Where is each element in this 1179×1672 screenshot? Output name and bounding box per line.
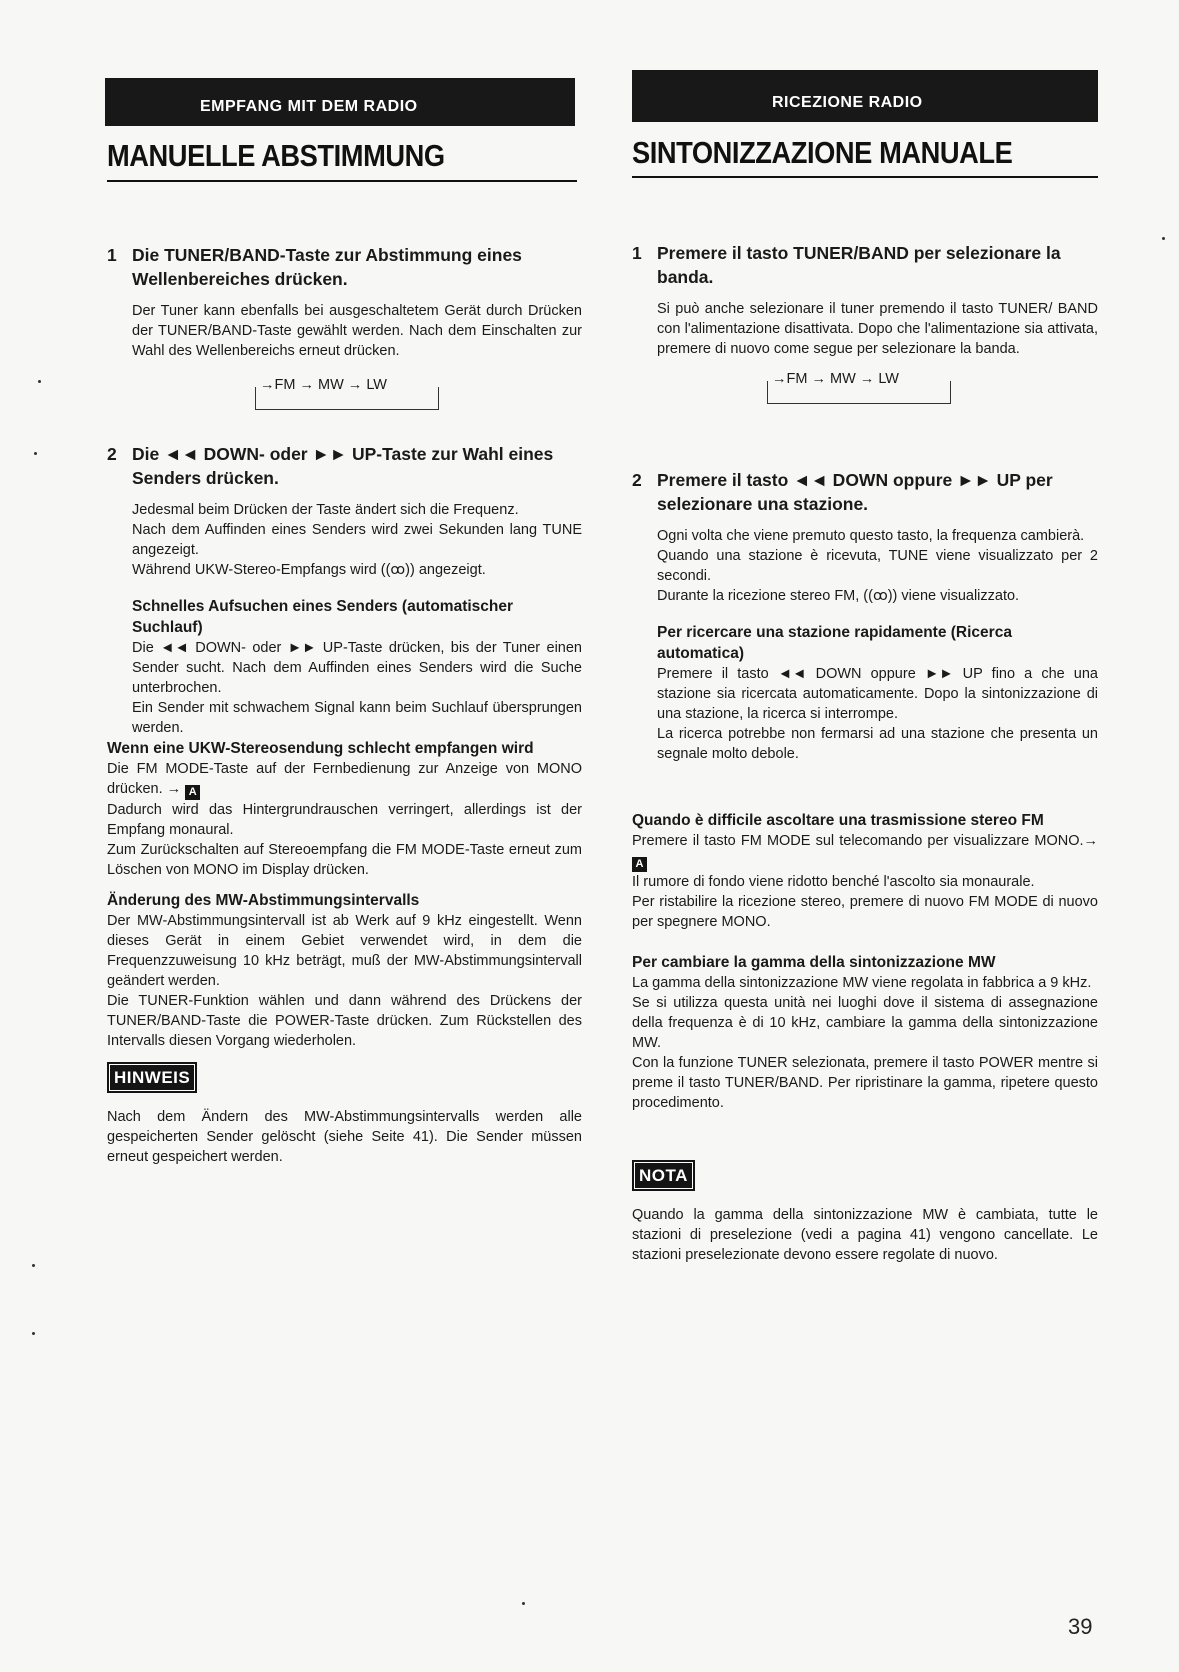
step-heading: Die TUNER/BAND-Taste zur Abstimmung eines Wellenbereiches drücken. [132,245,522,289]
page-number: 39 [1068,1614,1093,1639]
note-section [107,1062,582,1167]
scan-speck [32,1264,35,1267]
step-2 [107,442,582,738]
band-cycle-text: →FM → MW → LW [260,377,387,393]
title-underline [107,180,577,182]
body-line: Zum Zurückschalten auf Stereoempfang die FM MODE-Taste erneut zum Löschen von MONO im Display drücken. [107,842,582,878]
body-line: Der MW-Abstimmungsintervall ist ab Werk auf 9 kHz eingestellt. Wenn dieses Gerät in einem Gebiet verwendet wird, in dem die Frequenzzuweisung 10 kHz beträgt, muß der MW-Abstimmungsintervall geändert werden. [107,913,582,989]
figure-a-box: A [632,857,647,872]
page-title: MANUELLE ABSTIMMUNG [107,138,445,173]
body-line: Jedesmal beim Drücken der Taste ändert sich die Frequenz. [132,502,519,518]
auto-search-body [657,664,1098,764]
note-body: Nach dem Ändern des MW-Abstimmungsintervalls werden alle gespeicherten Sender gelöscht (siehe Seite 41). Die Sender müssen erneut gespeichert werden. [107,1109,582,1165]
scan-speck [34,452,37,455]
step-body [132,500,582,580]
subheading-auto-search: Schnelles Aufsuchen eines Senders (automatischer Suchlauf) [132,598,514,636]
stereo-section [107,738,582,880]
stereo-heading: Quando è difficile ascoltare una trasmissione stereo FM [632,812,1044,829]
body-line: Durante la ricezione stereo FM, ((ꝏ)) viene visualizzato. [657,588,1020,604]
body-line: Per ristabilire la ricezione stereo, premere di nuovo FM MODE di nuovo per spegnere MONO. [632,894,1098,930]
body-line: Premere il tasto ◄◄ DOWN oppure ►► UP fino a che una stazione sia ricercata automaticamente. Dopo la sintonizzazione di una stazione, la ricerca si interrompe. [657,666,1098,722]
body-line: Während UKW-Stereo-Empfangs wird ((ꝏ)) angezeigt. [132,562,486,578]
stereo-body [632,831,1098,932]
step-number: 2 [632,470,642,490]
body-line: Die ◄◄ DOWN- oder ►► UP-Taste drücken, bis der Tuner einen Sender sucht. Nach dem Auffinden eines Senders wird die Suche unterbrochen. [132,640,582,696]
scan-speck [522,1602,525,1605]
band-cycle-diagram [132,377,582,423]
body-line: Ogni volta che viene premuto questo tasto, la frequenza cambierà. [657,528,1085,544]
interval-heading: Per cambiare la gamma della sintonizzazione MW [632,954,996,971]
step-number: 1 [632,243,642,263]
step-body: Si può anche selezionare il tuner premendo il tasto TUNER/ BAND con l'alimentazione disattivata. Dopo che l'alimentazione sia attivata, premere di nuovo come segue per selezionare la banda. [657,301,1098,357]
interval-section [632,952,1098,1113]
body-line: Nach dem Auffinden eines Senders wird zwei Sekunden lang TUNE angezeigt. [132,522,582,558]
banner-label: RICEZIONE RADIO [772,94,923,111]
step-2 [632,468,1098,764]
step-heading: Premere il tasto ◄◄ DOWN oppure ►► UP per selezionare una stazione. [657,470,1053,514]
body-line: Die TUNER-Funktion wählen und dann während des Drückens der TUNER/BAND-Taste die POWER-Taste drücken. Zum Rückstellen des Intervalls diesen Vorgang wiederholen. [107,993,582,1049]
scan-speck [32,1332,35,1335]
note-label: HINWEIS [107,1062,197,1093]
step-1 [107,243,582,423]
body-line: Con la funzione TUNER selezionata, premere il tasto POWER mentre si preme il tasto TUNER/BAND. Per ripristinare la gamma, ripetere questo procedimento. [632,1055,1098,1111]
auto-search-body [132,638,582,738]
note-label: NOTA [632,1160,695,1191]
body-line: Die FM MODE-Taste auf der Fernbedienung zur Anzeige von MONO drücken. → [107,761,582,797]
step-body [657,526,1098,606]
scan-speck [38,380,41,383]
stereo-section [632,810,1098,932]
body-line: Se si utilizza questa unità nei luoghi dove il sistema di assegnazione della frequenza è di 10 kHz, cambiare la gamma della sintonizzazione MW. [632,995,1098,1051]
body-line: Premere il tasto FM MODE sul telecomando per visualizzare MONO.→ [632,833,1098,849]
interval-body [107,911,582,1051]
note-section [632,1160,1098,1265]
scan-speck [1162,237,1165,240]
note-body: Quando la gamma della sintonizzazione MW è cambiata, tutte le stazioni di preselezione (vedi a pagina 41) vengono cancellate. Le stazioni preselezionate devono essere regolate di nuovo. [632,1207,1098,1263]
band-cycle-text: →FM → MW → LW [772,371,899,387]
body-line: La ricerca potrebbe non fermarsi ad una stazione che presenta un segnale molto debole. [657,726,1098,762]
step-heading: Die ◄◄ DOWN- oder ►► UP-Taste zur Wahl eines Senders drücken. [132,444,554,488]
page-title: SINTONIZZAZIONE MANUALE [632,135,1013,170]
subheading-auto-search: Per ricercare una stazione rapidamente (Ricerca automatica) [657,624,1012,662]
step-heading: Premere il tasto TUNER/BAND per selezionare la banda. [657,243,1061,287]
step-1 [632,241,1098,417]
body-line: Il rumore di fondo viene ridotto benché l'ascolto sia monaurale. [632,874,1035,890]
section-banner [632,70,1098,122]
step-number: 1 [107,245,117,265]
title-underline [632,176,1098,178]
interval-section [107,890,582,1051]
figure-a-box: A [185,785,200,800]
step-number: 2 [107,444,117,464]
body-line: Quando una stazione è ricevuta, TUNE viene visualizzato per 2 secondi. [657,548,1098,584]
stereo-body [107,759,582,880]
body-line: Dadurch wird das Hintergrundrauschen verringert, allerdings ist der Empfang monaural. [107,802,582,838]
body-line: Ein Sender mit schwachem Signal kann beim Suchlauf übersprungen werden. [132,700,582,736]
stereo-heading: Wenn eine UKW-Stereosendung schlecht empfangen wird [107,740,534,757]
band-cycle-diagram [657,371,1098,417]
section-banner [105,78,575,126]
step-body: Der Tuner kann ebenfalls bei ausgeschaltetem Gerät durch Drücken der TUNER/BAND-Taste gewählt werden. Nach dem Einschalten zur Wahl des Wellenbereichs erneut drücken. [132,303,582,359]
banner-label: EMPFANG MIT DEM RADIO [200,98,418,115]
interval-body [632,973,1098,1113]
body-line: La gamma della sintonizzazione MW viene regolata in fabbrica a 9 kHz. [632,975,1092,991]
interval-heading: Änderung des MW-Abstimmungsintervalls [107,892,420,909]
